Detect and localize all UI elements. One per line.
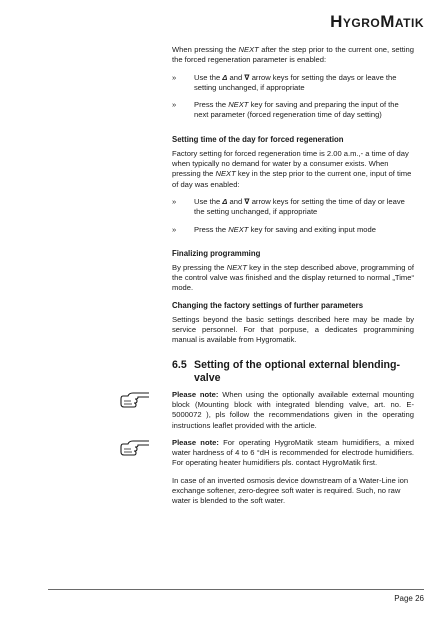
factory-paragraph: Settings beyond the basic settings described here may be made by service personnel. For that porpuse, a dedicates programmining manual is available from Hygromatik.	[172, 314, 414, 345]
time-paragraph: Factory setting for forced regeneration time is 2.00 a.m.,- a time of day when typically no demand for water by a consumer exists. When pressing the NEXT key in the step prior to the current one, input of time of day was enabled:	[172, 148, 412, 189]
final-paragraph: By pressing the NEXT key in the step described above, programming of the control valve was finished and the display returned to normal „Time“ mode.	[172, 262, 414, 293]
closing-paragraph: In case of an inverted osmosis device downstream of a Water-Line ion exchange softener, zero-degree soft water is required. Such, no raw water is blended to the soft water.	[172, 475, 409, 506]
note-mounting-block: Please note: When using the optionally available external mounting block (Mounting block with integrated blending valve, art. no. E-5000072 ), pls follow the recommendations given in the operating instructions leaflet provided with the article.	[172, 390, 414, 431]
arrow-up-icon: Δ	[222, 196, 228, 206]
heading-finalizing: Finalizing programming	[172, 248, 261, 258]
footer-divider	[48, 589, 424, 590]
section-number: 6.5	[172, 358, 187, 371]
arrow-down-icon: ∇	[244, 196, 250, 206]
page-number: Page 26	[394, 594, 424, 603]
bullet-item: » Press the NEXT key for saving and exiting input mode	[172, 224, 376, 234]
pointing-hand-icon	[120, 390, 150, 408]
note-water-hardness: Please note: For operating HygroMatik steam humidifiers, a mixed water hardness of 4 to 6 °dH is recommended for electrode humidifiers. For operating heater humidifiers pls. contact HygroMatik first.	[172, 438, 414, 469]
bullet-item: » Press the NEXT key for saving and preparing the input of the next parameter (forced regeneration time of day setting)	[172, 100, 399, 120]
page-content	[172, 45, 414, 514]
arrow-down-icon: ∇	[244, 72, 250, 82]
heading-factory-settings: Changing the factory settings of further parameters	[172, 300, 364, 310]
pointing-hand-icon	[120, 438, 150, 456]
hygromatik-logo: HYGROMATIK	[330, 12, 424, 31]
section-title-text: Setting of the optional external blending-valve	[194, 358, 400, 384]
heading-forced-regeneration-time: Setting time of the day for forced regeneration	[172, 134, 344, 144]
intro-paragraph: When pressing the NEXT after the step prior to the current one, setting the forced regeneration parameter is enabled:	[172, 45, 414, 65]
section-title	[172, 359, 414, 385]
bullet-item: » Use the Δ and ∇ arrow keys for setting the days or leave the setting unchanged, if appropriate	[172, 72, 397, 92]
arrow-up-icon: Δ	[222, 72, 228, 82]
bullet-item: » Use the Δ and ∇ arrow keys for setting the time of day or leave the setting unchanged, if appropriate	[172, 196, 405, 217]
